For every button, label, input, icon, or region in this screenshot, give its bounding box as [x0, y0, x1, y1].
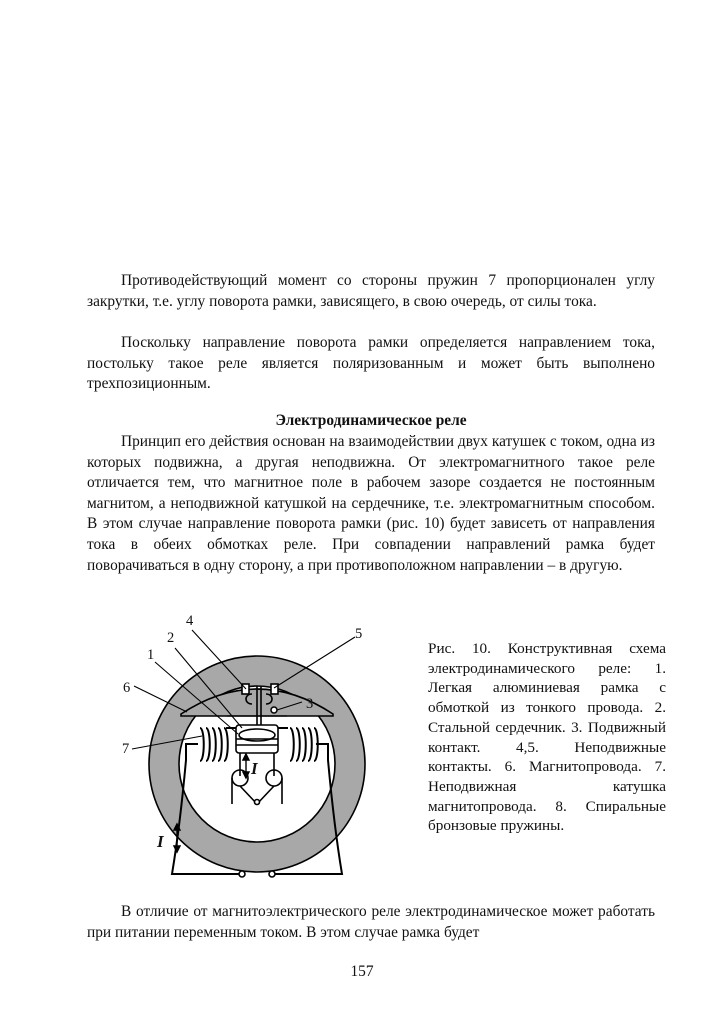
- label-4: 4: [186, 613, 194, 629]
- inner-current-label: I: [251, 759, 258, 778]
- label-7: 7: [122, 741, 130, 757]
- section-heading: Электродинамическое реле: [275, 412, 467, 429]
- paragraph-ac-operation: В отличие от магнитоэлектрического реле электродинамическое может работать при питании переменным током. В этом случае рамка будет: [87, 903, 655, 941]
- label-2: 2: [167, 630, 175, 646]
- paragraph-principle: Принцип его действия основан на взаимодействии двух катушек с током, одна из которых подвижна, а другая неподвижна. От электромагнитного такое реле отличается тем, что магнитное поле в рабочем зазоре создается не постоянным магнитом, а неподвижной катушкой на сердечнике, т.е. электромагнитным способом. В этом случае направление поворота рамки (рис. 10) будет зависеть от направления тока в обеих обмотках реле. При совпадении направлений рамка будет поворачиваться в одну сторону, а при противоположном направлении – в другую.: [87, 433, 655, 574]
- figure-caption: Рис. 10. Конструктивная схема электродинамического реле: 1. Легкая алюминиевая рамка с обмоткой из тонкого провода. 2. Стальной сердечник. 3. Подвижный контакт. 4,5. Неподвижные контакты. 6. Магнитопровода. 7. Неподвижная катушка магнитопровода. 8. Спиральные бронзовые пружины.: [428, 640, 666, 835]
- moving-contact: [271, 707, 277, 713]
- current-label: I: [157, 832, 164, 851]
- fixed-coil-left: [198, 727, 228, 761]
- page-number: 157: [350, 963, 374, 980]
- inner-current-arrow: [243, 754, 249, 778]
- label-1: 1: [147, 647, 155, 663]
- paragraph-counter-torque: Противодействующий момент со стороны пружин 7 пропорционален углу закрутки, т.е. углу поворота рамки, зависящего, в свою очередь, от силы тока.: [87, 272, 655, 310]
- label-6: 6: [123, 680, 131, 696]
- relay-diagram: [112, 604, 402, 894]
- label-5: 5: [355, 626, 363, 642]
- paragraph-polarized-relay: Поскольку направление поворота рамки определяется направлением тока, постольку такое реле является поляризованным и может быть выполнено трехпозиционным.: [87, 334, 655, 393]
- label-3: 3: [306, 696, 314, 712]
- fixed-coil-right: [288, 727, 318, 761]
- moving-frame: [236, 725, 278, 753]
